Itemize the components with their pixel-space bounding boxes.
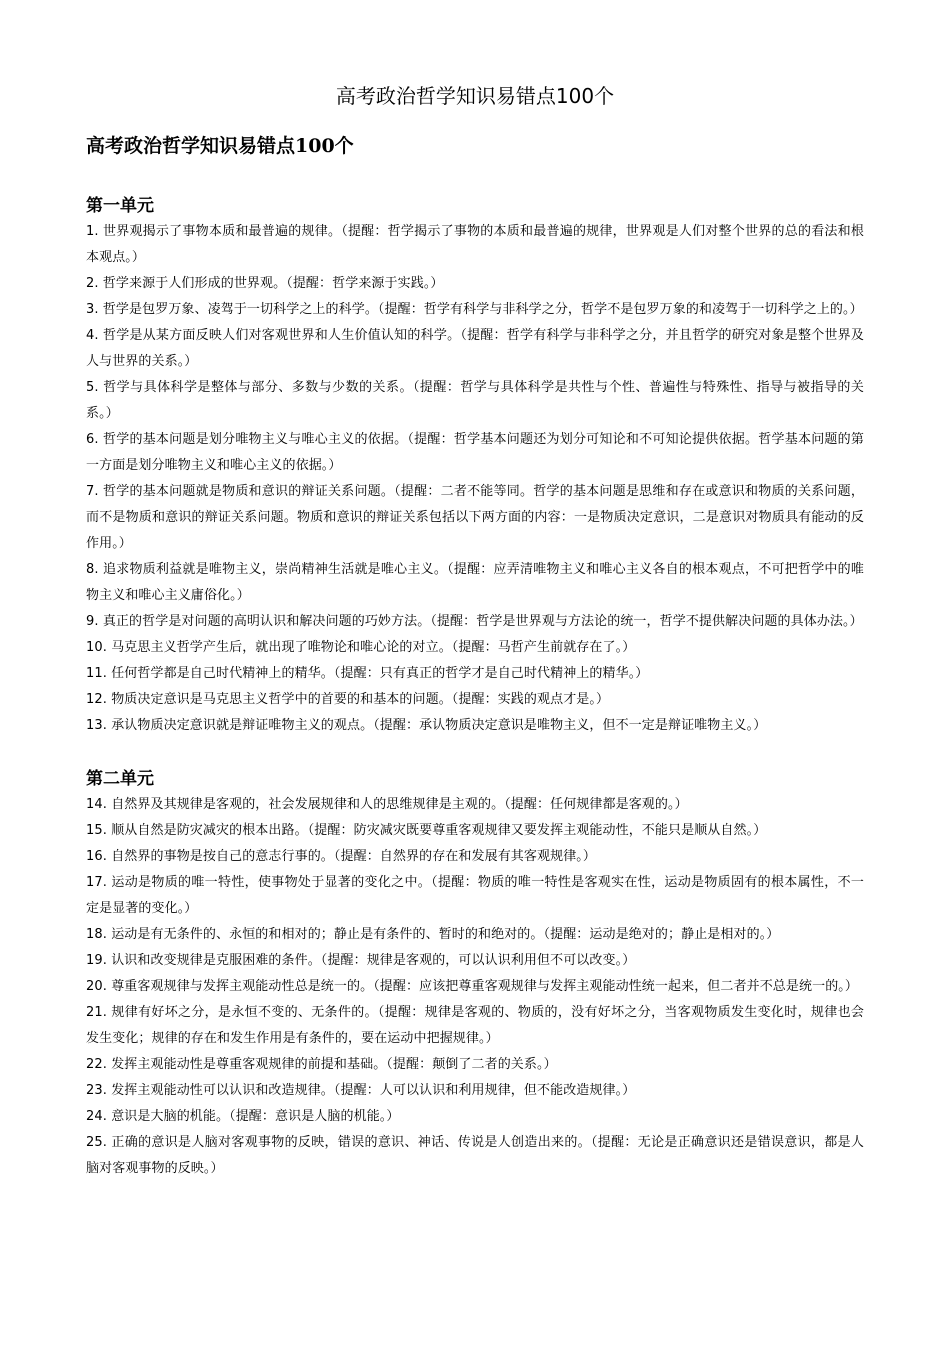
list-item: 11. 任何哲学都是自己时代精神上的精华。（提醒：只有真正的哲学才是自己时代精神上的精华。） [86,666,649,681]
list-item: 8. 追求物质利益就是唯物主义，崇尚精神生活就是唯心主义。（提醒：应弄清唯物主义和唯心主义各自的根本观点，不可把哲学中的唯物主义和唯心主义庸俗化。） [86,562,864,603]
list-item: 9. 真正的哲学是对问题的高明认识和解决问题的巧妙方法。（提醒：哲学是世界观与方法论的统一，哲学不提供解决问题的具体办法。） [86,614,863,629]
document-heading: 高考政治哲学知识易错点100个 [86,135,354,157]
list-item: 16. 自然界的事物是按自己的意志行事的。（提醒：自然界的存在和发展有其客观规律。） [86,849,597,864]
list-item: 5. 哲学与具体科学是整体与部分、多数与少数的关系。（提醒：哲学与具体科学是共性与个性、普遍性与特殊性、指导与被指导的关系。） [86,380,864,421]
list-item: 24. 意识是大脑的机能。（提醒：意识是人脑的机能。） [86,1109,400,1124]
unit-heading: 第二单元 [86,769,154,789]
list-item: 23. 发挥主观能动性可以认识和改造规律。（提醒：人可以认识和利用规律，但不能改造规律。） [86,1083,636,1098]
unit-heading: 第一单元 [86,196,154,216]
list-item: 10. 马克思主义哲学产生后，就出现了唯物论和唯心论的对立。（提醒：马哲产生前就存在了。） [86,640,636,655]
list-item: 17. 运动是物质的唯一特性，使事物处于显著的变化之中。（提醒：物质的唯一特性是客观实在性，运动是物质固有的根本属性，不一定是显著的变化。） [86,875,864,916]
list-item: 19. 认识和改变规律是克服困难的条件。（提醒：规律是客观的，可以认识利用但不可以改变。） [86,953,636,968]
list-item: 12. 物质决定意识是马克思主义哲学中的首要的和基本的问题。（提醒：实践的观点才是。） [86,692,610,707]
list-item: 7. 哲学的基本问题就是物质和意识的辩证关系问题。（提醒：二者不能等同。哲学的基本问题是思维和存在或意识和物质的关系问题，而不是物质和意识的辩证关系问题。物质和意识的辩证关系包括以下两方面的内容：一是物质决定意识，二是意识对物质具有能动的反作用。） [86,484,864,551]
unit-item-list [86,792,864,1182]
document-title: 高考政治哲学知识易错点100个 [335,84,615,108]
list-item: 21. 规律有好坏之分，是永恒不变的、无条件的。（提醒：规律是客观的、物质的，没有好坏之分，当客观物质发生变化时，规律也会发生变化；规律的存在和发生作用是有条件的，要在运动中把握规律。） [86,1005,864,1046]
list-item: 22. 发挥主观能动性是尊重客观规律的前提和基础。（提醒：颠倒了二者的关系。） [86,1057,557,1072]
list-item: 14. 自然界及其规律是客观的，社会发展规律和人的思维规律是主观的。（提醒：任何规律都是客观的。） [86,797,688,812]
list-item: 4. 哲学是从某方面反映人们对客观世界和人生价值认知的科学。（提醒：哲学有科学与非科学之分，并且哲学的研究对象是整个世界及人与世界的关系。） [86,328,864,369]
list-item: 20. 尊重客观规律与发挥主观能动性总是统一的。（提醒：应该把尊重客观规律与发挥主观能动性统一起来，但二者并不总是统一的。） [86,979,859,994]
unit-item-list [86,219,864,739]
list-item: 1. 世界观揭示了事物本质和最普遍的规律。（提醒：哲学揭示了事物的本质和最普遍的规律，世界观是人们对整个世界的总的看法和根本观点。） [86,224,864,265]
list-item: 2. 哲学来源于人们形成的世界观。（提醒：哲学来源于实践。） [86,276,444,291]
list-item: 25. 正确的意识是人脑对客观事物的反映，错误的意识、神话、传说是人创造出来的。（提醒：无论是正确意识还是错误意识，都是人脑对客观事物的反映。） [86,1135,864,1176]
list-item: 6. 哲学的基本问题是划分唯物主义与唯心主义的依据。（提醒：哲学基本问题还为划分可知论和不可知论提供依据。哲学基本问题的第一方面是划分唯物主义和唯心主义的依据。） [86,432,864,473]
list-item: 13. 承认物质决定意识就是辩证唯物主义的观点。（提醒：承认物质决定意识是唯物主义，但不一定是辩证唯物主义。） [86,718,767,733]
list-item: 18. 运动是有无条件的、永恒的和相对的；静止是有条件的、暂时的和绝对的。（提醒：运动是绝对的；静止是相对的。） [86,927,780,942]
list-item: 15. 顺从自然是防灾减灾的根本出路。（提醒：防灾减灾既要尊重客观规律又要发挥主观能动性，不能只是顺从自然。） [86,823,767,838]
list-item: 3. 哲学是包罗万象、凌驾于一切科学之上的科学。（提醒：哲学有科学与非科学之分，哲学不是包罗万象的和凌驾于一切科学之上的。） [86,302,863,317]
